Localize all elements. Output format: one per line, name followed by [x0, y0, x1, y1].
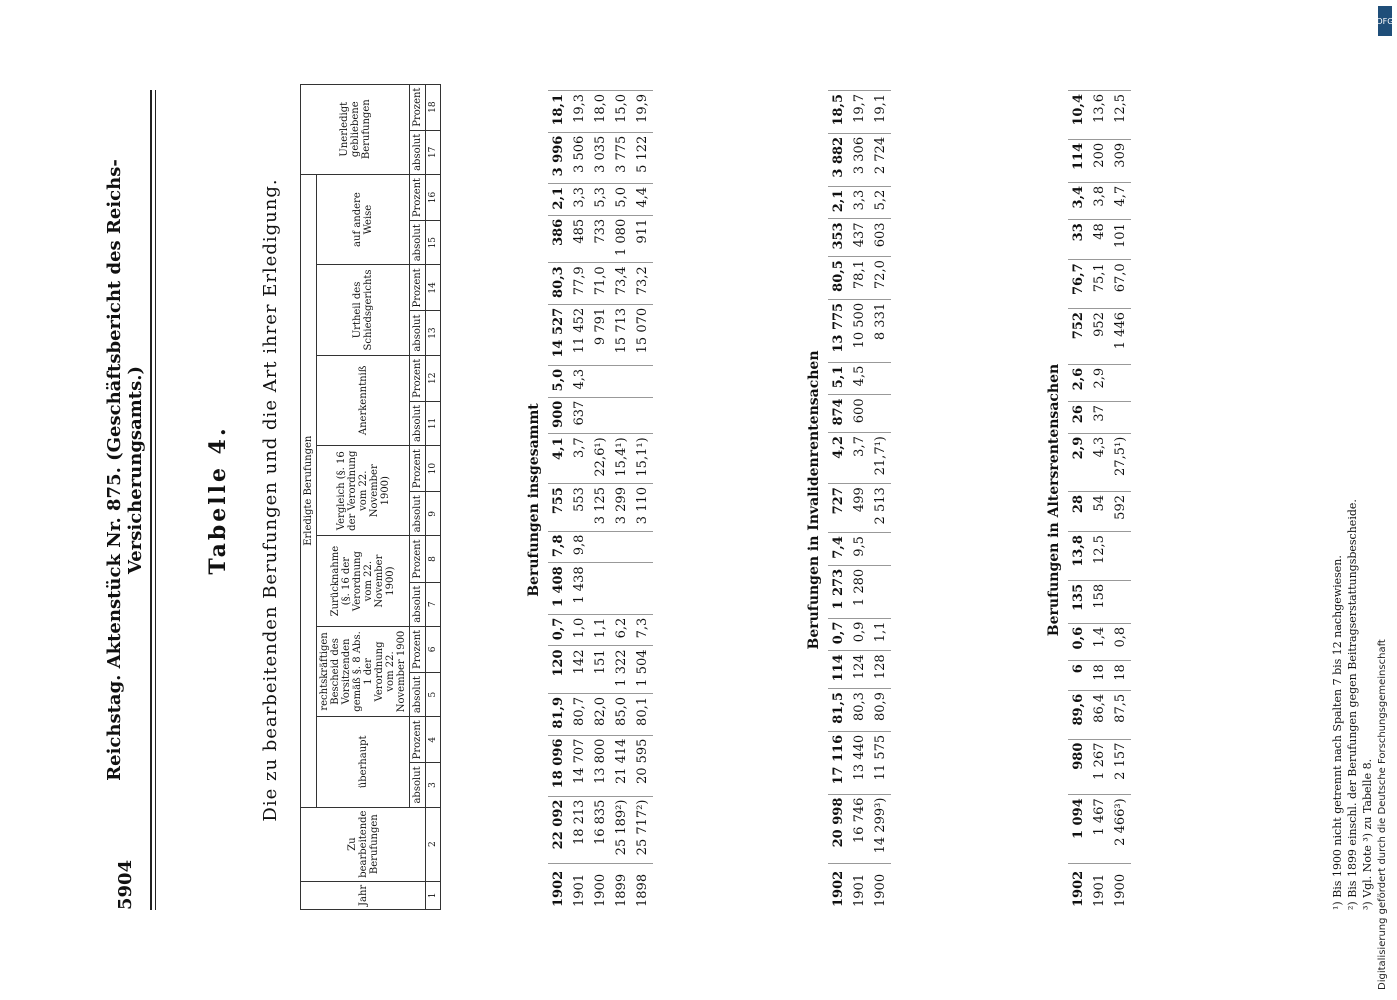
- table-cell: 25 189²): [611, 796, 632, 863]
- table-cell: 7,3: [632, 614, 653, 646]
- table-cell: 3 996: [548, 132, 569, 183]
- table-cell: 9 791: [590, 304, 611, 365]
- col-g2: Zurücknahme (§. 16 der Verordnung vom 22. November 1900): [317, 536, 410, 626]
- table-cell: 128: [870, 651, 891, 689]
- col-number: 17: [426, 130, 441, 174]
- col-prozent: Prozent: [410, 84, 426, 130]
- table-cell: 5 122: [632, 132, 653, 183]
- table-header: [300, 84, 441, 910]
- table-cell: 1,1: [870, 618, 891, 651]
- table-cell: 1 094: [1068, 795, 1089, 864]
- col-number: 8: [426, 536, 441, 582]
- col-absolut: absolut: [410, 130, 426, 174]
- table-cell: 73,2: [632, 263, 653, 305]
- table-cell: 600: [849, 395, 870, 433]
- table-cell: 1898: [632, 864, 653, 911]
- table-cell: 0,7: [548, 614, 569, 646]
- table-cell: 592: [1110, 492, 1131, 532]
- table-cell: 5,0: [548, 365, 569, 397]
- table-cell: 499: [849, 484, 870, 533]
- dfg-logo: DFG: [1378, 6, 1392, 36]
- table-row: [849, 91, 870, 911]
- table-cell: 48: [1089, 220, 1110, 260]
- table-cell: 19,1: [870, 91, 891, 134]
- table-cell: [1110, 364, 1131, 401]
- table-cell: 1900: [870, 864, 891, 911]
- table-cell: 54: [1089, 492, 1110, 532]
- col-erledigte: Erledigte Berufungen: [301, 174, 317, 807]
- col-absolut: absolut: [410, 221, 426, 265]
- table-cell: 7,8: [548, 531, 569, 563]
- table-cell: 553: [569, 484, 590, 532]
- footnote: ²) Bis 1899 einschl. der Berufungen gegen Beitragserstattungsbescheide.: [1346, 499, 1359, 910]
- table-cell: 2,9: [1068, 433, 1089, 491]
- table-cell: 1 438: [569, 563, 590, 614]
- table-cell: 78,1: [849, 257, 870, 300]
- table-caption: Die zu bearbeitenden Berufungen und die Art ihrer Erledigung.: [260, 178, 281, 822]
- table-cell: 151: [590, 646, 611, 694]
- col-number: 5: [426, 672, 441, 716]
- table-cell: 4,3: [569, 365, 590, 397]
- table-cell: 13 775: [828, 299, 849, 362]
- table-cell: [611, 531, 632, 563]
- table-cell: 874: [828, 395, 849, 433]
- table-cell: 73,4: [611, 263, 632, 305]
- table-cell: 76,7: [1068, 260, 1089, 309]
- table-cell: 3 299: [611, 484, 632, 532]
- table-cell: 13 800: [590, 735, 611, 796]
- table-cell: 120: [548, 646, 569, 694]
- table-cell: 727: [828, 484, 849, 533]
- table-cell: 309: [1110, 139, 1131, 182]
- col-absolut: absolut: [410, 672, 426, 716]
- table-cell: 3 882: [828, 133, 849, 186]
- table-cell: 80,5: [828, 257, 849, 300]
- table-cell: 0,7: [828, 618, 849, 651]
- table-cell: 28: [1068, 492, 1089, 532]
- col-g4: Anerkenntniß: [317, 355, 410, 445]
- table-cell: 13,6: [1089, 91, 1110, 140]
- table-cell: 1 467: [1089, 795, 1110, 864]
- table-cell: 1 446: [1110, 309, 1131, 365]
- section-title: Berufungen insgesammt: [526, 403, 542, 597]
- table-cell: 81,9: [548, 694, 569, 736]
- table-cell: 2,9: [1089, 364, 1110, 401]
- page: [100, 87, 1397, 910]
- table-cell: [870, 565, 891, 618]
- table-cell: 1902: [828, 864, 849, 911]
- table-cell: 2,1: [548, 183, 569, 215]
- table-cell: 3 306: [849, 133, 870, 186]
- page-number: 5904: [114, 859, 136, 910]
- table-cell: 1900: [1110, 864, 1131, 911]
- table-cell: 386: [548, 215, 569, 263]
- sidebar: [1375, 0, 1397, 1000]
- col-number: 14: [426, 265, 441, 311]
- col-number: 4: [426, 717, 441, 763]
- table-cell: 80,7: [569, 694, 590, 736]
- footnote: ¹) Bis 1900 nicht getrennt nach Spalten 7 bis 12 nachgewiesen.: [1331, 555, 1344, 910]
- table-cell: 22,6¹): [590, 434, 611, 484]
- table-cell: 11 452: [569, 304, 590, 365]
- table-cell: 21 414: [611, 735, 632, 796]
- col-ueberhaupt: überhaupt: [317, 717, 410, 807]
- table-cell: 1 280: [849, 565, 870, 618]
- table-cell: 603: [870, 219, 891, 257]
- col-number: 12: [426, 355, 441, 401]
- table-cell: 80,3: [849, 689, 870, 732]
- col-number: 11: [426, 401, 441, 445]
- table-cell: 3 125: [590, 484, 611, 532]
- col-number: 18: [426, 84, 441, 130]
- table-cell: 12,5: [1110, 91, 1131, 140]
- table-section: [1040, 90, 1131, 910]
- table-cell: 3 035: [590, 132, 611, 183]
- table-cell: 4,3: [1089, 433, 1110, 491]
- table-cell: [632, 563, 653, 614]
- table-cell: 37: [1089, 402, 1110, 434]
- col-g1: rechtskräftigen Bescheid des Vorsitzenden gemäß §. 8 Abs. 1 der Verordnung vom 22. November 1900: [317, 626, 410, 716]
- table-cell: 3,7: [569, 434, 590, 484]
- table-cell: 900: [548, 397, 569, 434]
- table-cell: 10 500: [849, 299, 870, 362]
- table-cell: 13,8: [1068, 532, 1089, 581]
- footnotes: [1330, 90, 1375, 910]
- table-cell: [590, 531, 611, 563]
- table-cell: 80,1: [632, 694, 653, 736]
- table-cell: [870, 362, 891, 395]
- table-cell: 3 110: [632, 484, 653, 532]
- col-absolut: absolut: [410, 311, 426, 355]
- table-cell: 5,0: [611, 183, 632, 215]
- table-cell: 25 717²): [632, 796, 653, 863]
- col-zu-bearbeiten: Zu bearbeitende Berufungen: [301, 807, 426, 881]
- sidebar-credit: Digitalisierung gefördert durch die Deutsche Forschungsgemeinschaft: [1377, 639, 1388, 990]
- table-cell: 135: [1068, 580, 1089, 623]
- col-number: 13: [426, 311, 441, 355]
- table-cell: 1,4: [1089, 623, 1110, 660]
- table-cell: 14 707: [569, 735, 590, 796]
- col-unerledigt: Unerledigt gebliebene Berufungen: [301, 84, 410, 174]
- table-cell: [1110, 580, 1131, 623]
- col-g5: Urtheil des Schiedsgerichts: [317, 265, 410, 355]
- table-section: [520, 90, 653, 910]
- col-jahr: Jahr: [301, 881, 426, 909]
- col-g6: auf andere Weise: [317, 174, 410, 264]
- table-row: [548, 91, 569, 911]
- table-cell: 19,7: [849, 91, 870, 134]
- col-number: 3: [426, 763, 441, 807]
- table-cell: 18,1: [548, 91, 569, 133]
- table-cell: 733: [590, 215, 611, 263]
- table-cell: 10,4: [1068, 91, 1089, 140]
- table-cell: 4,1: [548, 434, 569, 484]
- table-cell: 353: [828, 219, 849, 257]
- table-row: [611, 91, 632, 911]
- table-cell: 3,8: [1089, 182, 1110, 219]
- table-cell: 1902: [1068, 864, 1089, 911]
- table-cell: 21,7¹): [870, 433, 891, 484]
- table-cell: 20 595: [632, 735, 653, 796]
- table-cell: 4,7: [1110, 182, 1131, 219]
- table-cell: [632, 397, 653, 434]
- table-cell: [632, 531, 653, 563]
- rotated-page: [100, 87, 1397, 910]
- table-cell: 5,3: [590, 183, 611, 215]
- table-cell: 15,1¹): [632, 434, 653, 484]
- table-cell: 0,6: [1068, 623, 1089, 660]
- table-cell: 89,6: [1068, 690, 1089, 739]
- header-rule: [150, 90, 156, 910]
- table-cell: 15 713: [611, 304, 632, 365]
- table-cell: 911: [632, 215, 653, 263]
- table-cell: 17 116: [828, 731, 849, 794]
- col-absolut: absolut: [410, 582, 426, 626]
- table-row: [1110, 91, 1131, 911]
- table-cell: 1900: [590, 864, 611, 911]
- col-absolut: absolut: [410, 492, 426, 536]
- table-cell: 1,0: [569, 614, 590, 646]
- table-row: [828, 91, 849, 911]
- table-cell: [590, 397, 611, 434]
- table-cell: 200: [1089, 139, 1110, 182]
- section-table: [828, 90, 891, 910]
- table-cell: 755: [548, 484, 569, 532]
- table-cell: 101: [1110, 220, 1131, 260]
- col-prozent: Prozent: [410, 174, 426, 220]
- table-cell: 72,0: [870, 257, 891, 300]
- table-cell: 82,0: [590, 694, 611, 736]
- table-cell: 1 408: [548, 563, 569, 614]
- col-number: 10: [426, 446, 441, 492]
- table-cell: [1110, 402, 1131, 434]
- table-cell: 4,4: [632, 183, 653, 215]
- table-cell: 485: [569, 215, 590, 263]
- section-title: Berufungen in Invalidenrentensachen: [806, 350, 822, 650]
- table-cell: 33: [1068, 220, 1089, 260]
- table-cell: 19,3: [569, 91, 590, 133]
- table-cell: 16 746: [849, 794, 870, 863]
- table-cell: [590, 365, 611, 397]
- table-row: [1089, 91, 1110, 911]
- table-cell: 18: [1089, 661, 1110, 691]
- table-cell: 1901: [849, 864, 870, 911]
- table-cell: 14 299³): [870, 794, 891, 863]
- col-absolut: absolut: [410, 401, 426, 445]
- table-cell: 142: [569, 646, 590, 694]
- table-cell: 18 096: [548, 735, 569, 796]
- table-cell: 6: [1068, 661, 1089, 691]
- col-prozent: Prozent: [410, 717, 426, 763]
- table-cell: 22 092: [548, 796, 569, 863]
- table-cell: 114: [828, 651, 849, 689]
- table-cell: 1,1: [590, 614, 611, 646]
- table-cell: 27,5¹): [1110, 433, 1131, 491]
- table-cell: 2 466³): [1110, 795, 1131, 864]
- table-cell: [870, 395, 891, 433]
- table-cell: [870, 533, 891, 566]
- table-cell: 2 513: [870, 484, 891, 533]
- table-cell: 980: [1068, 739, 1089, 795]
- table-cell: 1 504: [632, 646, 653, 694]
- table-cell: 4,2: [828, 433, 849, 484]
- table-cell: 13 440: [849, 731, 870, 794]
- section-table: [548, 90, 653, 910]
- table-cell: 15 070: [632, 304, 653, 365]
- col-number: 7: [426, 582, 441, 626]
- table-cell: 80,3: [548, 263, 569, 305]
- col-absolut: absolut: [410, 763, 426, 807]
- col-number: 15: [426, 221, 441, 265]
- col-g3: Vergleich (§. 16 der Verordnung vom 22. November 1900): [317, 446, 410, 536]
- table-cell: 0,8: [1110, 623, 1131, 660]
- table-cell: 15,0: [611, 91, 632, 133]
- table-cell: 637: [569, 397, 590, 434]
- table-cell: 1901: [569, 864, 590, 911]
- table-cell: 3,7: [849, 433, 870, 484]
- table-cell: 752: [1068, 309, 1089, 365]
- table-cell: 26: [1068, 402, 1089, 434]
- col-prozent: Prozent: [410, 536, 426, 582]
- table-cell: [611, 563, 632, 614]
- table-cell: 18,5: [828, 91, 849, 134]
- table-cell: 18: [1110, 661, 1131, 691]
- table-cell: 11 575: [870, 731, 891, 794]
- table-cell: 3,4: [1068, 182, 1089, 219]
- table-cell: 4,5: [849, 362, 870, 395]
- col-prozent: Prozent: [410, 355, 426, 401]
- table-cell: 85,0: [611, 694, 632, 736]
- table-cell: 20 998: [828, 794, 849, 863]
- table-cell: 1901: [1089, 864, 1110, 911]
- table-cell: 71,0: [590, 263, 611, 305]
- section-title: Berufungen in Altersrentensachen: [1046, 363, 1062, 637]
- table-cell: 14 527: [548, 304, 569, 365]
- section-table: [1068, 90, 1131, 910]
- table-row: [870, 91, 891, 911]
- table-cell: 7,4: [828, 533, 849, 566]
- table-cell: 1 080: [611, 215, 632, 263]
- footnote: ³) Vgl. Note ³) zu Tabelle 8.: [1361, 758, 1374, 910]
- table-cell: [611, 365, 632, 397]
- table-cell: 81,5: [828, 689, 849, 732]
- table-cell: 19,9: [632, 91, 653, 133]
- table-cell: 16 835: [590, 796, 611, 863]
- table-cell: 0,9: [849, 618, 870, 651]
- table-cell: 75,1: [1089, 260, 1110, 309]
- table-cell: 8 331: [870, 299, 891, 362]
- table-cell: 18 213: [569, 796, 590, 863]
- col-number: 9: [426, 492, 441, 536]
- table-cell: 2,1: [828, 186, 849, 219]
- table-section: [800, 90, 891, 910]
- table-cell: [590, 563, 611, 614]
- table-cell: 114: [1068, 139, 1089, 182]
- table-cell: 952: [1089, 309, 1110, 365]
- table-cell: 5,2: [870, 186, 891, 219]
- col-number: 1: [426, 881, 441, 909]
- table-cell: [632, 365, 653, 397]
- table-title: Tabelle 4.: [205, 425, 231, 575]
- table-cell: 67,0: [1110, 260, 1131, 309]
- table-cell: 1899: [611, 864, 632, 911]
- table-cell: 9,5: [849, 533, 870, 566]
- table-cell: 3,3: [849, 186, 870, 219]
- table-cell: 3 775: [611, 132, 632, 183]
- col-number: 2: [426, 807, 441, 881]
- running-title: Reichstag. Aktenstück Nr. 875. (Geschäftsbericht des Reichs-Versicherungsamts.): [104, 159, 146, 781]
- col-number: 16: [426, 174, 441, 220]
- table-cell: 1 322: [611, 646, 632, 694]
- table-cell: 1 273: [828, 565, 849, 618]
- table-cell: [611, 397, 632, 434]
- col-prozent: Prozent: [410, 626, 426, 672]
- table-cell: 2 157: [1110, 739, 1131, 795]
- table-cell: 1 267: [1089, 739, 1110, 795]
- table-row: [632, 91, 653, 911]
- table-cell: 5,1: [828, 362, 849, 395]
- table-cell: 158: [1089, 580, 1110, 623]
- table-cell: 9,8: [569, 531, 590, 563]
- running-header: [100, 90, 150, 910]
- table-cell: 1902: [548, 864, 569, 911]
- table-cell: 3 506: [569, 132, 590, 183]
- table-row: [590, 91, 611, 911]
- table-cell: 86,4: [1089, 690, 1110, 739]
- table-cell: 77,9: [569, 263, 590, 305]
- table-cell: 12,5: [1089, 532, 1110, 581]
- table-cell: 6,2: [611, 614, 632, 646]
- col-prozent: Prozent: [410, 265, 426, 311]
- col-number: 6: [426, 626, 441, 672]
- table-cell: 2 724: [870, 133, 891, 186]
- table-cell: 80,9: [870, 689, 891, 732]
- table-row: [1068, 91, 1089, 911]
- table-cell: 3,3: [569, 183, 590, 215]
- table-cell: [1110, 532, 1131, 581]
- table-cell: 15,4¹): [611, 434, 632, 484]
- table-cell: 18,0: [590, 91, 611, 133]
- table-cell: 437: [849, 219, 870, 257]
- table-cell: 87,5: [1110, 690, 1131, 739]
- table-cell: 2,6: [1068, 364, 1089, 401]
- col-prozent: Prozent: [410, 446, 426, 492]
- table-cell: 124: [849, 651, 870, 689]
- table-row: [569, 91, 590, 911]
